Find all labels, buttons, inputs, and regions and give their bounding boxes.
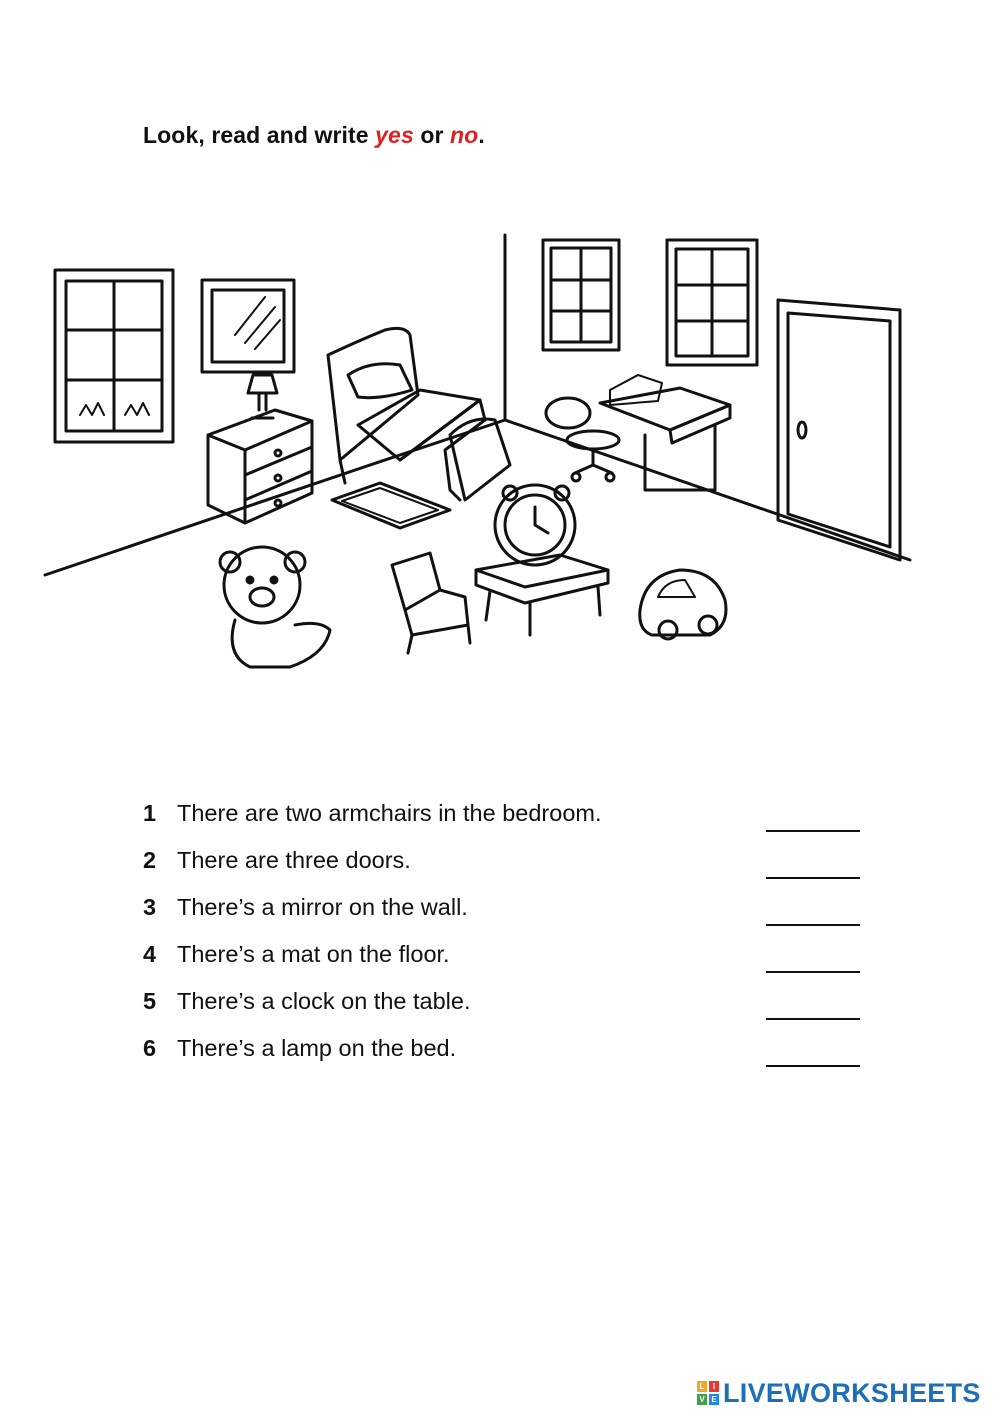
- teddy-bear: [220, 547, 330, 667]
- question-text: There are three doors.: [177, 847, 411, 873]
- toy-car: [640, 570, 726, 639]
- question-row: [140, 941, 870, 988]
- question-row: [140, 800, 870, 847]
- question-number: 1: [143, 800, 157, 826]
- instruction-middle: or: [413, 122, 451, 148]
- logo-blocks-icon: [697, 1381, 719, 1405]
- logo-text: LIVEWORKSHEETS: [723, 1377, 981, 1408]
- answer-blank[interactable]: [766, 988, 860, 1020]
- answer-blank[interactable]: [766, 1035, 860, 1067]
- question-number: 5: [143, 988, 157, 1014]
- answer-blank[interactable]: [766, 894, 860, 926]
- logo-block: L: [697, 1381, 707, 1392]
- side-table: [476, 555, 608, 635]
- question-text: There’s a clock on the table.: [177, 988, 471, 1014]
- question-text: There’s a mat on the floor.: [177, 941, 450, 967]
- question-text: There’s a lamp on the bed.: [177, 1035, 457, 1061]
- bedside-cabinet: [208, 410, 312, 523]
- bedroom-illustration: [40, 225, 920, 685]
- window-left: [55, 270, 173, 442]
- question-number: 2: [143, 847, 157, 873]
- mirror: [202, 280, 294, 372]
- bed: [328, 328, 510, 500]
- question-text: There’s a mirror on the wall.: [177, 894, 468, 920]
- instruction-heading: [143, 122, 485, 149]
- room-walls: [45, 235, 910, 575]
- question-text: There are two armchairs in the bedroom.: [177, 800, 602, 826]
- question-number: 6: [143, 1035, 157, 1061]
- logo-block: V: [697, 1394, 707, 1405]
- question-row: [140, 988, 870, 1035]
- alarm-clock: [495, 485, 575, 565]
- question-row: [140, 894, 870, 941]
- window-middle: [543, 240, 619, 350]
- question-list: [140, 800, 870, 1082]
- answer-blank[interactable]: [766, 847, 860, 879]
- liveworksheets-logo: [697, 1375, 981, 1411]
- question-row: [140, 847, 870, 894]
- answer-blank[interactable]: [766, 941, 860, 973]
- desk: [600, 375, 730, 490]
- instruction-yes: yes: [375, 122, 414, 148]
- logo-block: I: [709, 1381, 719, 1392]
- question-number: 3: [143, 894, 157, 920]
- question-row: [140, 1035, 870, 1082]
- window-right: [667, 240, 757, 365]
- instruction-prefix: Look, read and write: [143, 122, 376, 148]
- armchair: [392, 553, 470, 653]
- question-number: 4: [143, 941, 157, 967]
- logo-block: E: [709, 1394, 719, 1405]
- mat: [332, 483, 450, 528]
- instruction-no: no: [450, 122, 479, 148]
- answer-blank[interactable]: [766, 800, 860, 832]
- instruction-suffix: .: [478, 122, 485, 148]
